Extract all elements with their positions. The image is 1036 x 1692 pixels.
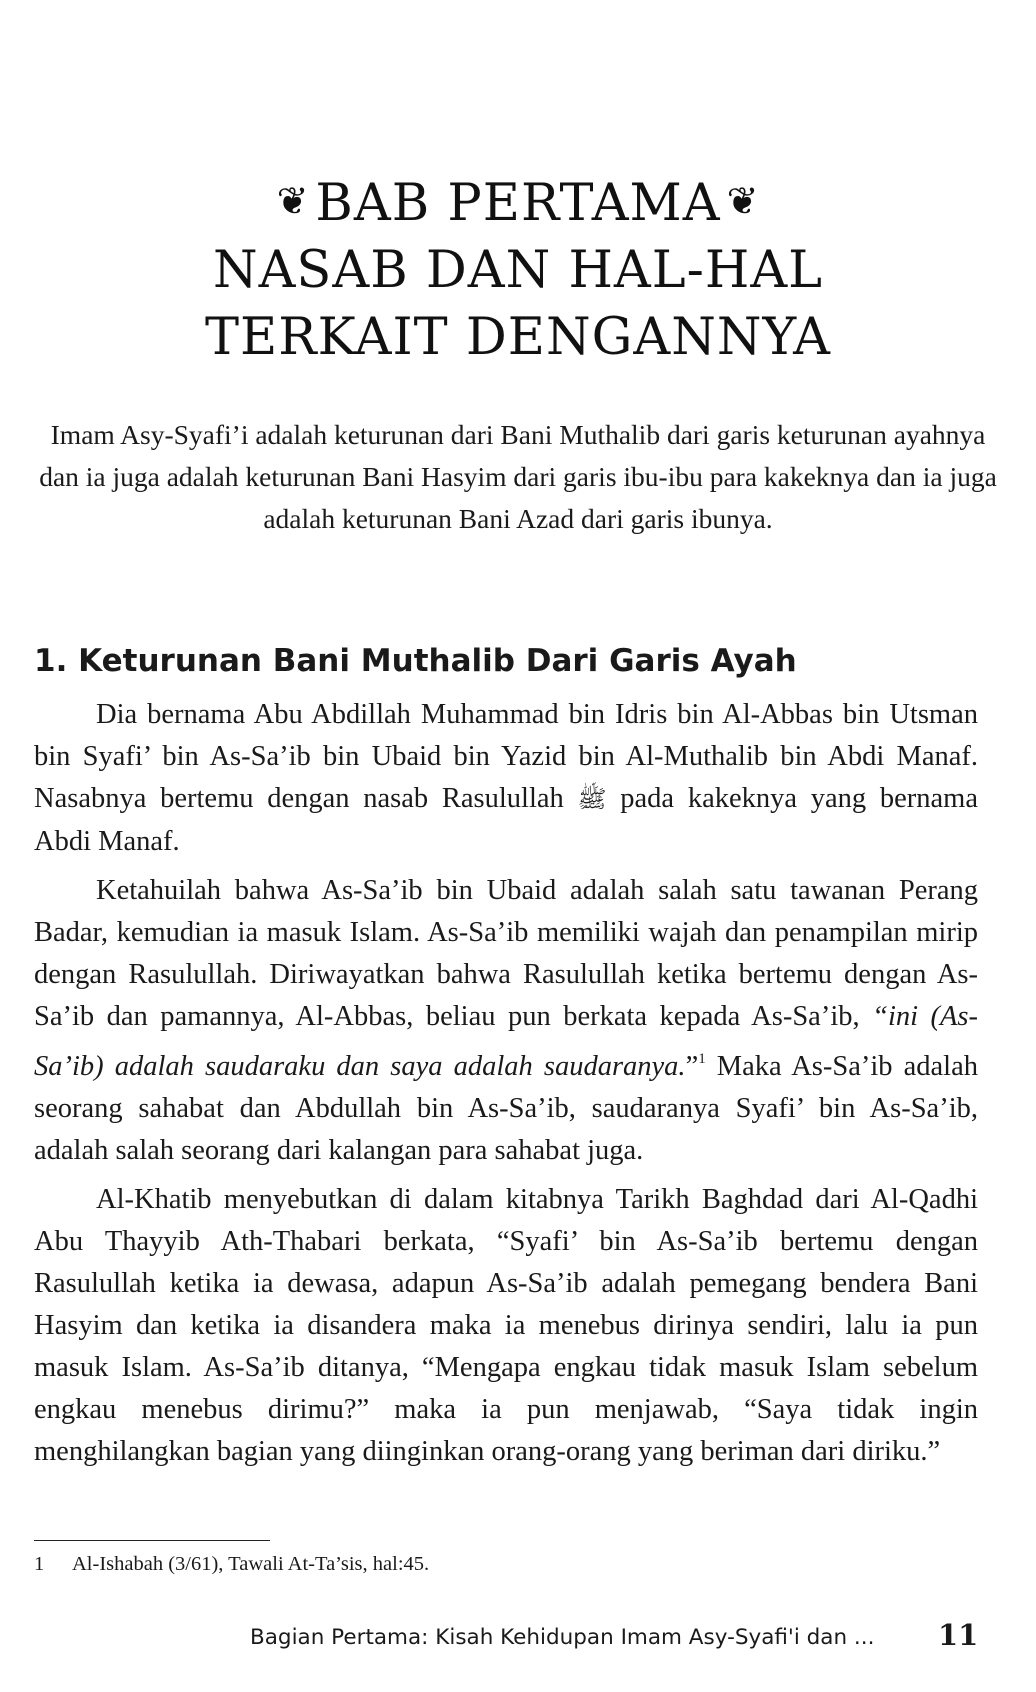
salawat-icon: ﷺ bbox=[577, 787, 607, 813]
section-heading: 1. Keturunan Bani Muthalib Dari Garis Ayah bbox=[34, 643, 797, 679]
running-footer: Bagian Pertama: Kisah Kehidupan Imam Asy-Syafi'i dan ... bbox=[250, 1625, 875, 1650]
footnote bbox=[34, 1551, 429, 1577]
footnote-number: 1 bbox=[34, 1553, 45, 1575]
chapter-title-line-1 bbox=[0, 168, 1036, 237]
section-body bbox=[34, 694, 978, 1480]
footnote-reference[interactable]: 1 bbox=[698, 1051, 706, 1067]
left-ornament-icon: ❦ bbox=[276, 179, 310, 223]
paragraph-1: Dia bernama Abu Abdillah Muhammad bin Idris bin Al-Abbas bin Utsman bin Syafi’ bin As-Sa’ib bin Ubaid bin Yazid bin Al-Muthalib bin Abdi Manaf. Nasabnya bertemu dengan nasab Rasulullah ﷺ pada kakeknya yang bernama Abdi Manaf. bbox=[34, 699, 979, 857]
chapter-intro: Imam Asy-Syafi’i adalah keturunan dari Bani Muthalib dari garis keturunan ayahnya dan ia juga adalah keturunan Bani Hasyim dari garis ibu-ibu para kakeknya dan ia juga adalah keturunan Bani Azad dari garis ibunya. bbox=[39, 419, 997, 534]
chapter-title-line-3: TERKAIT DENGANNYA bbox=[205, 308, 831, 367]
right-ornament-icon: ❦ bbox=[726, 179, 760, 223]
chapter-label: BAB PERTAMA bbox=[315, 174, 721, 233]
paragraph-3: Al-Khatib menyebutkan di dalam kitabnya Tarikh Baghdad dari Al-Qadhi Abu Thayyib Ath-Thabari berkata, “Syafi’ bin As-Sa’ib bertemu dengan Rasulullah ketika ia dewasa, adapun As-Sa’ib adalah pemegang bendera Bani Hasyim dan ketika ia disandera maka ia menebus dirinya sendiri, lalu ia pun masuk Islam. As-Sa’ib ditanya, “Mengapa engkau tidak masuk Islam sebelum engkau menebus dirimu?” maka ia pun menjawab, “Saya tidak ingin menghilangkan bagian yang diinginkan orang-orang yang beriman dari diriku.” bbox=[34, 1184, 978, 1467]
paragraph-2: Ketahuilah bahwa As-Sa’ib bin Ubaid adalah salah satu tawanan Perang Badar, kemudian ia masuk Islam. As-Sa’ib memiliki wajah dan penampilan mirip dengan Rasulullah. Diriwayatkan bahwa Rasulullah ketika bertemu dengan As-Sa’ib dan pamannya, Al-Abbas, beliau pun berkata kepada As-Sa’ib, “ini (As-Sa’ib) adalah saudaraku dan saya adalah saudaranya.”$^1$ Maka As-Sa’ib adalah seorang sahabat dan Abdullah bin As-Sa’ib, saudaranya Syafi’ bin As-Sa’ib, adalah salah seorang dari kalangan para sahabat juga. bbox=[34, 875, 978, 1166]
footnote-text: Al-Ishabah (3/61), Tawali At-Ta’sis, hal:45. bbox=[72, 1553, 430, 1575]
hadith-quote: “ini (As-Sa’ib) adalah saudaraku dan saya adalah saudaranya. bbox=[34, 1001, 978, 1082]
chapter-title bbox=[0, 168, 1036, 371]
page-number: 11 bbox=[938, 1618, 979, 1652]
footnote-divider bbox=[34, 1540, 270, 1541]
chapter-title-line-2: NASAB DAN HAL-HAL bbox=[212, 241, 824, 300]
